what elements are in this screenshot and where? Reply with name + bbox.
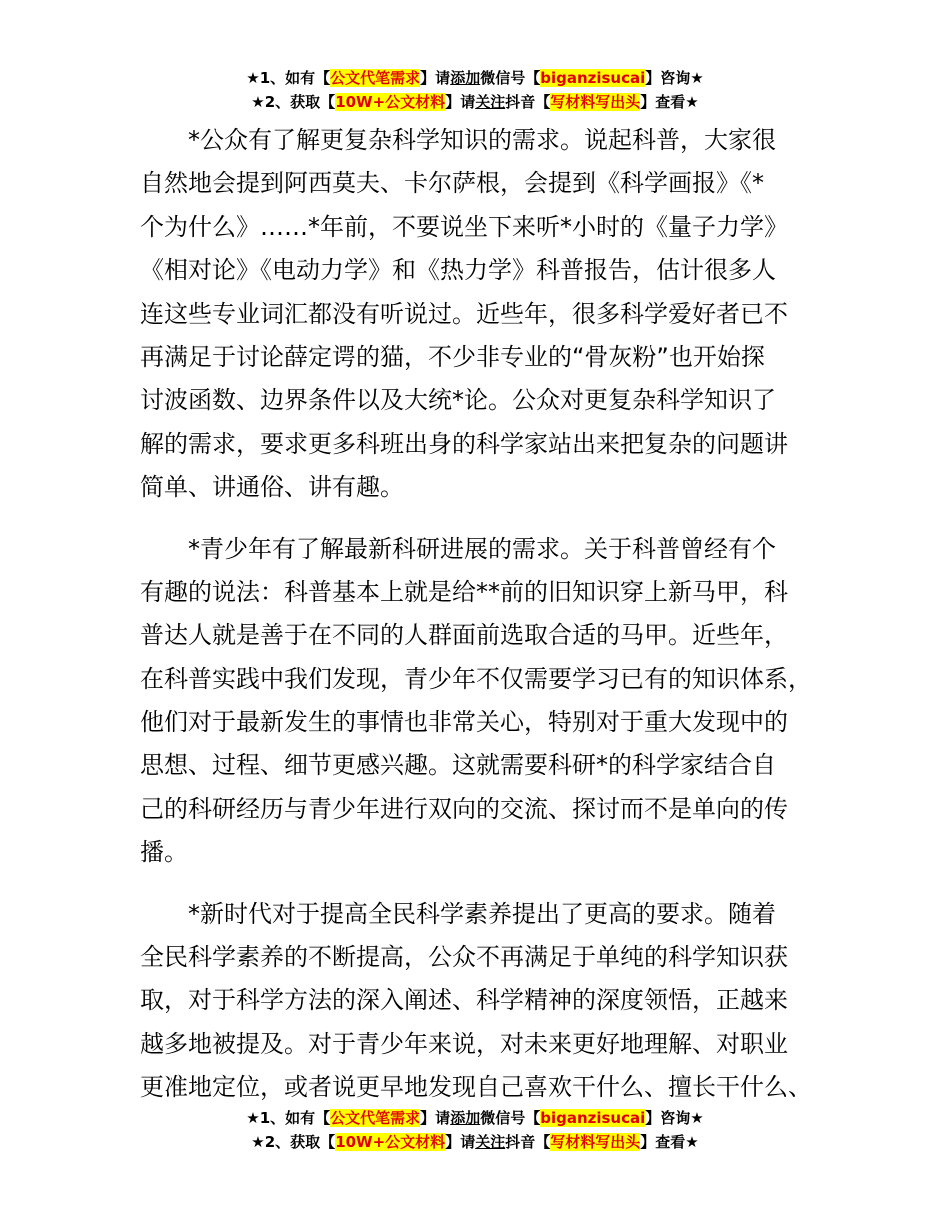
text-line: 讨波函数、边界条件以及大统*论。公众对更复杂科学知识了 xyxy=(140,386,776,415)
header-banner xyxy=(0,66,950,114)
banner-text: ★1、如有【 xyxy=(246,69,331,87)
banner-text: ★2、获取【 xyxy=(251,93,336,111)
text-line: 己的科研经历与青少年进行双向的交流、探讨而不是单向的传 xyxy=(140,794,788,823)
text-line: 播。 xyxy=(140,838,188,867)
text-line: 连这些专业词汇都没有听说过。近些年，很多科学爱好者已不 xyxy=(140,299,788,328)
banner-text: 】查看★ xyxy=(640,1133,699,1151)
banner-text: 】查看★ xyxy=(640,93,699,111)
banner-highlight: 公文代笔需求 xyxy=(330,69,421,87)
banner-text: 】咨询★ xyxy=(645,1109,704,1127)
banner-text: 微信号【 xyxy=(480,1109,541,1127)
text-line: 自然地会提到阿西莫夫、卡尔萨根，会提到《科学画报》《* xyxy=(140,169,764,198)
text-line: *公众有了解更复杂科学知识的需求。说起科普，大家很 xyxy=(188,126,776,154)
banner-underline: 添加 xyxy=(450,1109,481,1127)
text-line: 普达人就是善于在不同的人群面前选取合适的马甲。近些年， xyxy=(140,621,788,650)
text-line: 他们对于最新发生的事情也非常关心，特别对于重大发现中的 xyxy=(140,708,788,737)
banner-text: 】请 xyxy=(445,93,476,111)
text-line: 全民科学素养的不断提高，公众不再满足于单纯的科学知识获 xyxy=(140,943,788,972)
banner-wechat-id: biganzisucai xyxy=(540,69,646,87)
banner-text: 】请 xyxy=(420,1109,451,1127)
banner-line-1 xyxy=(0,1106,950,1130)
banner-highlight: 10W+公文材料 xyxy=(335,1133,446,1151)
banner-text: ★1、如有【 xyxy=(246,1109,331,1127)
text-line: 思想、过程、细节更感兴趣。这就需要科研*的科学家结合自 xyxy=(140,751,776,780)
text-line: 再满足于讨论薛定谔的猫，不少非专业的“骨灰粉”也开始探 xyxy=(140,342,765,371)
banner-douyin-id: 写材料写出头 xyxy=(550,1133,641,1151)
paragraph-1 xyxy=(140,119,820,510)
text-line: *青少年有了解最新科研进展的需求。关于科普曾经有个 xyxy=(188,534,776,563)
paragraph-3 xyxy=(140,893,820,1110)
banner-text: 】请 xyxy=(420,69,451,87)
text-line: 越多地被提及。对于青少年来说，对未来更好地理解、对职业 xyxy=(140,1029,788,1058)
text-line: *新时代对于提高全民科学素养提出了更高的要求。随着 xyxy=(188,899,776,928)
document-body xyxy=(140,119,820,1128)
text-line: 在科普实践中我们发现，青少年不仅需要学习已有的知识体系， xyxy=(140,664,812,693)
banner-underline: 关注 xyxy=(475,1133,506,1151)
footer-banner xyxy=(0,1106,950,1154)
banner-highlight: 公文代笔需求 xyxy=(330,1109,421,1127)
banner-underline: 添加 xyxy=(450,69,481,87)
banner-text: 抖音【 xyxy=(505,1133,551,1151)
paragraph-2 xyxy=(140,528,820,875)
banner-underline: 关注 xyxy=(475,93,506,111)
text-line: 个为什么》……*年前，不要说坐下来听*小时的《量子力学》 xyxy=(140,212,788,241)
banner-line-2 xyxy=(0,90,950,114)
text-line: 《相对论》《电动力学》和《热力学》科普报告，估计很多人 xyxy=(140,256,776,285)
text-line: 有趣的说法：科普基本上就是给**前的旧知识穿上新马甲，科 xyxy=(140,577,788,606)
banner-text: 】咨询★ xyxy=(645,69,704,87)
banner-line-1 xyxy=(0,66,950,90)
banner-douyin-id: 写材料写出头 xyxy=(550,93,641,111)
banner-text: 微信号【 xyxy=(480,69,541,87)
banner-text: 】请 xyxy=(445,1133,476,1151)
banner-line-2 xyxy=(0,1130,950,1154)
text-line: 解的需求，要求更多科班出身的科学家站出来把复杂的问题讲 xyxy=(140,429,788,458)
text-line: 简单、讲通俗、讲有趣。 xyxy=(140,473,404,502)
banner-highlight: 10W+公文材料 xyxy=(335,93,446,111)
text-line: 更准地定位，或者说更早地发现自己喜欢干什么、擅长干什么、 xyxy=(140,1073,812,1102)
banner-text: 抖音【 xyxy=(505,93,551,111)
text-line: 取，对于科学方法的深入阐述、科学精神的深度领悟，正越来 xyxy=(140,986,788,1015)
banner-wechat-id: biganzisucai xyxy=(540,1109,646,1127)
banner-text: ★2、获取【 xyxy=(251,1133,336,1151)
